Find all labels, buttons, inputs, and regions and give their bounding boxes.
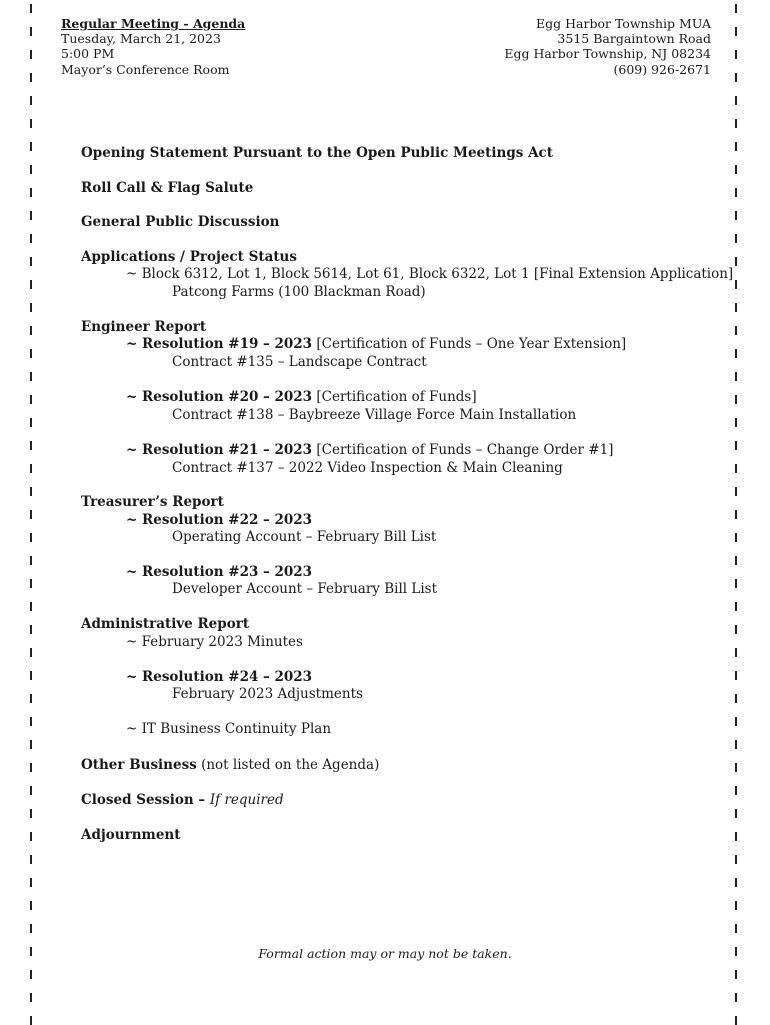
page-edge-mark xyxy=(30,326,32,335)
phone-number: (609) 926-2671 xyxy=(613,61,711,77)
engineer-report-heading: Engineer Report xyxy=(81,319,207,335)
page-edge-mark xyxy=(30,832,32,841)
city-state-zip: Egg Harbor Township, NJ 08234 xyxy=(504,46,711,62)
page-edge-mark xyxy=(735,694,737,703)
page-edge-mark xyxy=(735,533,737,542)
closed-session-line xyxy=(81,792,284,809)
resolution-20-detail: Contract #138 – Baybreeze Village Force Main Installation xyxy=(172,407,577,423)
page-edge-mark xyxy=(30,96,32,105)
page-edge-mark xyxy=(30,418,32,427)
page-edge-mark xyxy=(735,579,737,588)
page-edge-mark xyxy=(735,970,737,979)
page-edge-mark xyxy=(735,441,737,450)
page-edge-mark xyxy=(735,303,737,312)
page-edge-mark xyxy=(30,579,32,588)
page-edge-mark xyxy=(735,602,737,611)
resolution-19-note: [Certification of Funds – One Year Extension] xyxy=(312,336,627,352)
adjournment-heading: Adjournment xyxy=(81,827,181,843)
page-edge-mark xyxy=(30,786,32,795)
page-edge-mark xyxy=(735,464,737,473)
page-edge-mark xyxy=(30,533,32,542)
page-edge-mark xyxy=(735,326,737,335)
resolution-19-line xyxy=(126,336,626,353)
resolution-22-detail: Operating Account – February Bill List xyxy=(172,529,437,545)
left-page-edge xyxy=(30,0,34,1024)
february-minutes-item: ~ February 2023 Minutes xyxy=(126,634,303,650)
page-edge-mark xyxy=(30,671,32,680)
page-edge-mark xyxy=(735,96,737,105)
page-edge-mark xyxy=(735,142,737,151)
page-edge-mark xyxy=(30,372,32,381)
page-edge-mark xyxy=(735,671,737,680)
page-edge-mark xyxy=(30,395,32,404)
page-edge-mark xyxy=(735,280,737,289)
page-edge-mark xyxy=(30,27,32,36)
closed-session-note: If required xyxy=(209,792,284,808)
page-edge-mark xyxy=(735,510,737,519)
page-edge-mark xyxy=(735,188,737,197)
page-edge-mark xyxy=(30,855,32,864)
other-business-line xyxy=(81,757,379,774)
page-edge-mark xyxy=(735,740,737,749)
page-edge-mark xyxy=(735,993,737,1002)
meeting-time: 5:00 PM xyxy=(61,46,115,62)
page-edge-mark xyxy=(735,648,737,657)
resolution-23-label: ~ Resolution #23 – 2023 xyxy=(126,564,313,580)
page-edge-mark xyxy=(30,4,32,13)
right-page-edge xyxy=(735,0,739,1024)
page-edge-mark xyxy=(735,625,737,634)
meeting-date: Tuesday, March 21, 2023 xyxy=(61,31,221,47)
administrative-report-heading: Administrative Report xyxy=(81,616,250,632)
resolution-19-detail: Contract #135 – Landscape Contract xyxy=(172,354,427,370)
page-edge-mark xyxy=(735,418,737,427)
resolution-20-line xyxy=(126,389,477,406)
page-edge-mark xyxy=(735,763,737,772)
page-edge-mark xyxy=(735,372,737,381)
page-edge-mark xyxy=(30,211,32,220)
resolution-21-note: [Certification of Funds – Change Order #1] xyxy=(312,442,614,458)
meeting-location: Mayor’s Conference Room xyxy=(61,61,230,77)
opening-statement-heading: Opening Statement Pursuant to the Open Public Meetings Act xyxy=(81,145,553,161)
resolution-23-detail: Developer Account – February Bill List xyxy=(172,581,438,597)
page-edge-mark xyxy=(30,50,32,59)
page-edge-mark xyxy=(30,165,32,174)
page-edge-mark xyxy=(30,901,32,910)
resolution-20-note: [Certification of Funds] xyxy=(312,389,477,405)
page-edge-mark xyxy=(735,27,737,36)
street-address: 3515 Bargaintown Road xyxy=(557,31,711,47)
page-edge-mark xyxy=(30,556,32,565)
meeting-title: Regular Meeting - Agenda xyxy=(61,16,246,31)
page-edge-mark xyxy=(30,878,32,887)
page-edge-mark xyxy=(735,73,737,82)
application-item: ~ Block 6312, Lot 1, Block 5614, Lot 61, Block 6322, Lot 1 [Final Extension Application] xyxy=(126,266,734,282)
resolution-19-label: ~ Resolution #19 – 2023 xyxy=(126,336,313,352)
page-edge-mark xyxy=(30,809,32,818)
page-edge-mark xyxy=(30,73,32,82)
resolution-20-label: ~ Resolution #20 – 2023 xyxy=(126,389,313,405)
page-edge-mark xyxy=(735,786,737,795)
page-edge-mark xyxy=(735,855,737,864)
other-business-label: Other Business xyxy=(81,757,197,773)
page-edge-mark xyxy=(735,901,737,910)
roll-call-heading: Roll Call & Flag Salute xyxy=(81,180,254,196)
applications-heading: Applications / Project Status xyxy=(81,249,297,265)
resolution-24-detail: February 2023 Adjustments xyxy=(172,686,363,702)
page-edge-mark xyxy=(30,694,32,703)
page-edge-mark xyxy=(735,349,737,358)
meeting-info xyxy=(61,16,245,77)
resolution-24-label: ~ Resolution #24 – 2023 xyxy=(126,669,313,685)
page-edge-mark xyxy=(30,234,32,243)
page-edge-mark xyxy=(30,349,32,358)
page-edge-mark xyxy=(30,303,32,312)
application-item-detail: Patcong Farms (100 Blackman Road) xyxy=(172,284,426,300)
formal-action-note: Formal action may or may not be taken. xyxy=(258,946,512,961)
page-edge-mark xyxy=(735,395,737,404)
page-edge-mark xyxy=(735,832,737,841)
page-edge-mark xyxy=(30,142,32,151)
page-edge-mark xyxy=(735,487,737,496)
resolution-21-line xyxy=(126,442,613,459)
page-edge-mark xyxy=(735,50,737,59)
page-edge-mark xyxy=(735,878,737,887)
page-edge-mark xyxy=(30,625,32,634)
page-edge-mark xyxy=(735,4,737,13)
organization-name: Egg Harbor Township MUA xyxy=(536,16,711,31)
page-edge-mark xyxy=(30,441,32,450)
page-edge-mark xyxy=(30,970,32,979)
resolution-21-label: ~ Resolution #21 – 2023 xyxy=(126,442,313,458)
page-edge-mark xyxy=(735,717,737,726)
resolution-22-label: ~ Resolution #22 – 2023 xyxy=(126,512,313,528)
other-business-note: (not listed on the Agenda) xyxy=(196,757,380,773)
page-edge-mark xyxy=(30,993,32,1002)
organization-address xyxy=(504,16,711,77)
page-edge-mark xyxy=(30,487,32,496)
page-edge-mark xyxy=(30,763,32,772)
page-edge-mark xyxy=(735,809,737,818)
page-edge-mark xyxy=(30,188,32,197)
page-edge-mark xyxy=(30,740,32,749)
page-edge-mark xyxy=(735,234,737,243)
page-edge-mark xyxy=(30,648,32,657)
page-edge-mark xyxy=(30,257,32,266)
page-edge-mark xyxy=(735,165,737,174)
it-continuity-plan-item: ~ IT Business Continuity Plan xyxy=(126,721,332,737)
page-edge-mark xyxy=(735,257,737,266)
page-edge-mark xyxy=(30,119,32,128)
page-edge-mark xyxy=(735,924,737,933)
page-edge-mark xyxy=(30,924,32,933)
page-edge-mark xyxy=(30,464,32,473)
page-edge-mark xyxy=(30,280,32,289)
public-discussion-heading: General Public Discussion xyxy=(81,214,280,230)
resolution-21-detail: Contract #137 – 2022 Video Inspection & Main Cleaning xyxy=(172,460,563,476)
page-edge-mark xyxy=(30,717,32,726)
page-edge-mark xyxy=(30,510,32,519)
page-edge-mark xyxy=(735,556,737,565)
page-edge-mark xyxy=(735,119,737,128)
page-edge-mark xyxy=(735,211,737,220)
closed-session-label: Closed Session – xyxy=(81,792,210,808)
treasurer-report-heading: Treasurer’s Report xyxy=(81,494,224,510)
page-edge-mark xyxy=(30,602,32,611)
